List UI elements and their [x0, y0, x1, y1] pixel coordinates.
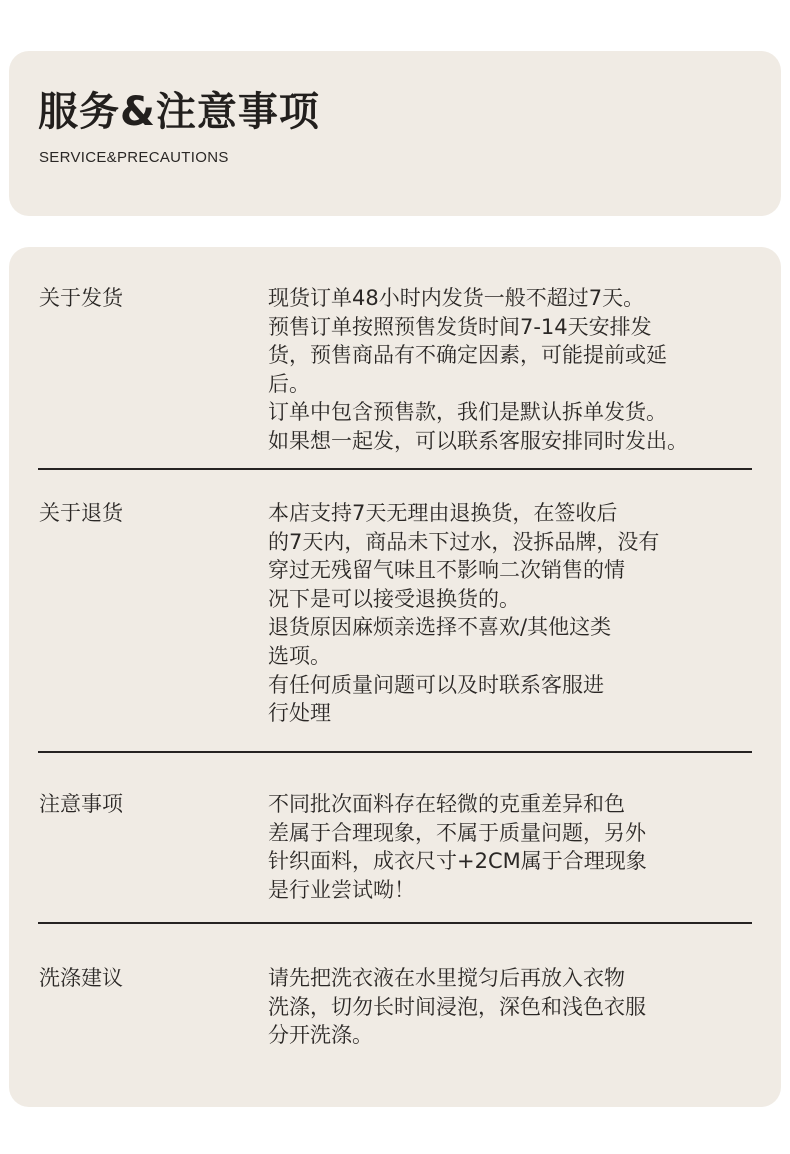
divider — [38, 922, 752, 924]
content-line: 行处理 — [268, 701, 331, 726]
content-line: 针织面料，成衣尺寸+2CM属于合理现象 — [268, 849, 647, 874]
content-line: 现货订单48小时内发货一般不超过7天。 — [268, 286, 645, 310]
content-line: 本店支持7天无理由退换货，在签收后 — [268, 501, 618, 525]
divider — [38, 468, 752, 470]
content-line: 货，预售商品有不确定因素，可能提前或延 — [268, 343, 667, 368]
page-subtitle: SERVICE&PRECAUTIONS — [39, 149, 229, 166]
section-label: 注意事项 — [39, 792, 123, 816]
content-line: 的7天内，商品未下过水，没拆品牌，没有 — [268, 529, 660, 554]
content-line: 预售订单按照预售发货时间7-14天安排发 — [268, 314, 652, 339]
content-line: 如果想一起发，可以联系客服安排同时发出。 — [268, 428, 688, 453]
content-line: 是行业尝试呦！ — [268, 877, 415, 902]
section-content — [268, 964, 768, 1050]
section-label: 关于发货 — [39, 286, 123, 310]
header-card — [9, 51, 781, 216]
content-line: 况下是可以接受退换货的。 — [268, 586, 520, 611]
info-card — [9, 247, 781, 1107]
divider — [38, 751, 752, 753]
content-line: 穿过无残留气味且不影响二次销售的情 — [268, 558, 625, 583]
content-line: 洗涤，切勿长时间浸泡，深色和浅色衣服 — [268, 994, 646, 1019]
section-content — [268, 284, 768, 456]
section-label: 洗涤建议 — [39, 966, 123, 990]
section-content — [268, 790, 768, 904]
content-line: 选项。 — [268, 643, 331, 668]
section-content — [268, 499, 768, 728]
page-title: 服务&注意事项 — [38, 89, 320, 135]
content-line: 差属于合理现象，不属于质量问题，另外 — [268, 820, 646, 845]
content-line: 订单中包含预售款，我们是默认拆单发货。 — [268, 400, 667, 425]
content-line: 后。 — [268, 371, 310, 396]
content-line: 分开洗涤。 — [268, 1023, 373, 1048]
content-line: 不同批次面料存在轻微的克重差异和色 — [268, 792, 625, 816]
content-line: 退货原因麻烦亲选择不喜欢/其他这类 — [268, 615, 612, 640]
section-label: 关于退货 — [39, 501, 123, 525]
content-line: 有任何质量问题可以及时联系客服进 — [268, 672, 604, 697]
content-line: 请先把洗衣液在水里搅匀后再放入衣物 — [268, 966, 625, 990]
